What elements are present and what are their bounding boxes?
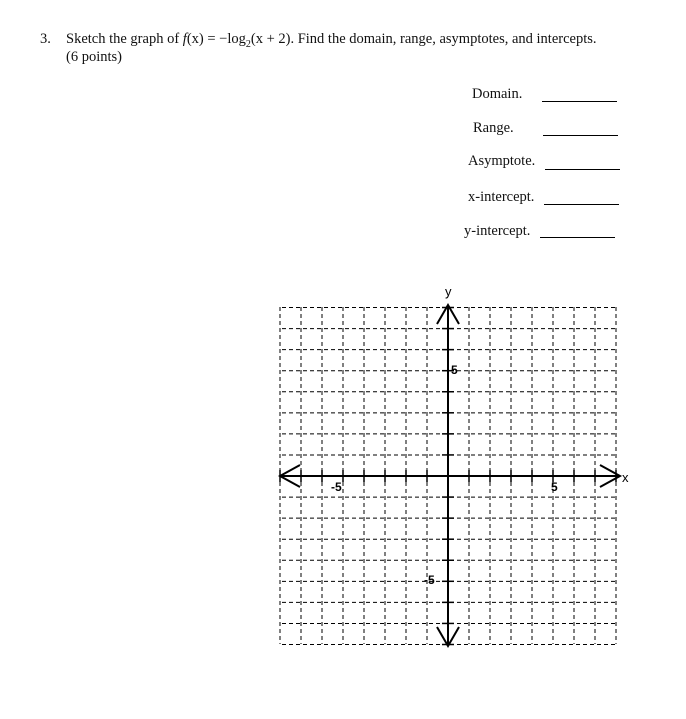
x-tick-label-neg5: -5 [331, 480, 342, 494]
x-tick-label-pos5: 5 [551, 480, 558, 494]
axes [280, 305, 620, 646]
problem-points: (6 points) [66, 49, 122, 65]
domain-label: Domain. [472, 86, 523, 102]
y-tick-label-neg5: -5 [424, 573, 435, 587]
range-label: Range. [473, 120, 514, 136]
function-name: f [182, 31, 187, 47]
x-intercept-label: x-intercept. [468, 189, 535, 205]
asymptote-label: Asymptote. [468, 153, 536, 169]
y-intercept-label: y-intercept. [464, 223, 531, 239]
problem-prefix: Sketch the graph of [66, 31, 180, 47]
x-axis-label: x [622, 470, 629, 485]
problem-number: 3. [40, 31, 51, 47]
y-tick-label-pos5: 5 [451, 363, 458, 377]
equals-log: = −log [203, 31, 246, 47]
log-base: 2 [245, 39, 251, 50]
function-arg: (x) [186, 31, 204, 47]
problem-instructions: Find the domain, range, asymptotes, and intercepts. [297, 31, 597, 47]
log-arg: (x + 2). [250, 31, 295, 47]
y-axis-label: y [445, 284, 452, 299]
